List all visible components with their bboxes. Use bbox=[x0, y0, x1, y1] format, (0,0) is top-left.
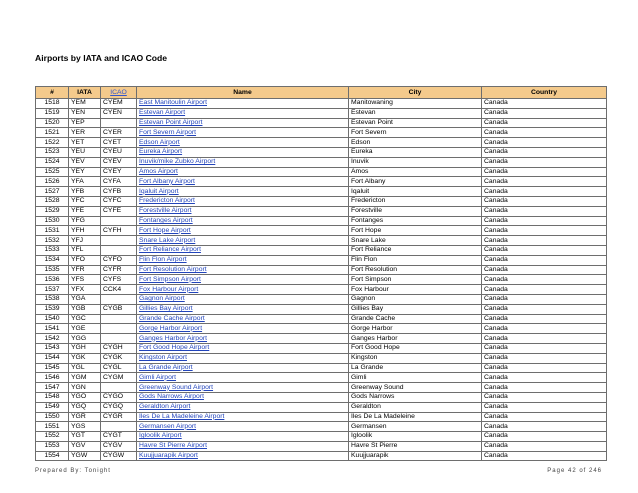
cell-number: 1538 bbox=[36, 294, 69, 304]
cell-icao: CYER bbox=[101, 128, 137, 138]
cell-iata: YGQ bbox=[69, 402, 101, 412]
cell-city: Snare Lake bbox=[349, 236, 482, 246]
cell-iata: YEV bbox=[69, 157, 101, 167]
cell-iata: YGH bbox=[69, 343, 101, 353]
cell-name[interactable]: Fort Good Hope Airport bbox=[137, 343, 349, 353]
table-row bbox=[36, 118, 607, 128]
cell-country: Canada bbox=[482, 324, 607, 334]
cell-number: 1529 bbox=[36, 206, 69, 216]
cell-number: 1544 bbox=[36, 353, 69, 363]
table-row bbox=[36, 275, 607, 285]
table-body bbox=[36, 99, 607, 461]
airports-table bbox=[35, 86, 607, 461]
cell-number: 1541 bbox=[36, 324, 69, 334]
cell-iata: YGR bbox=[69, 412, 101, 422]
cell-city: Kingston bbox=[349, 353, 482, 363]
table-row bbox=[36, 441, 607, 451]
cell-city: Fort Albany bbox=[349, 177, 482, 187]
cell-name[interactable]: Havre St Pierre Airport bbox=[137, 441, 349, 451]
cell-number: 1551 bbox=[36, 422, 69, 432]
cell-iata: YEM bbox=[69, 99, 101, 109]
cell-country: Canada bbox=[482, 128, 607, 138]
cell-name[interactable]: Gillies Bay Airport bbox=[137, 304, 349, 314]
cell-country: Canada bbox=[482, 147, 607, 157]
cell-icao: CYGR bbox=[101, 412, 137, 422]
column-header-iata: IATA bbox=[69, 87, 101, 99]
table-row bbox=[36, 451, 607, 461]
cell-name[interactable]: Gimli Airport bbox=[137, 373, 349, 383]
column-header-number: # bbox=[36, 87, 69, 99]
cell-number: 1520 bbox=[36, 118, 69, 128]
column-header-icao[interactable]: ICAO bbox=[101, 87, 137, 99]
cell-city: Eureka bbox=[349, 147, 482, 157]
cell-country: Canada bbox=[482, 265, 607, 275]
cell-city: La Grande bbox=[349, 363, 482, 373]
cell-iata: YFR bbox=[69, 265, 101, 275]
cell-name[interactable]: Estevan Airport bbox=[137, 108, 349, 118]
cell-name[interactable]: Amos Airport bbox=[137, 167, 349, 177]
cell-city: Flin Flon bbox=[349, 255, 482, 265]
table-row bbox=[36, 265, 607, 275]
cell-country: Canada bbox=[482, 138, 607, 148]
cell-number: 1545 bbox=[36, 363, 69, 373]
cell-icao bbox=[101, 216, 137, 226]
cell-name[interactable]: Forestville Airport bbox=[137, 206, 349, 216]
cell-iata: YEN bbox=[69, 108, 101, 118]
cell-number: 1554 bbox=[36, 451, 69, 461]
cell-country: Canada bbox=[482, 373, 607, 383]
cell-icao: CYEU bbox=[101, 147, 137, 157]
cell-icao bbox=[101, 118, 137, 128]
page-title: Airports by IATA and ICAO Code bbox=[35, 53, 168, 63]
cell-iata: YGB bbox=[69, 304, 101, 314]
column-header-country: Country bbox=[482, 87, 607, 99]
cell-iata: YGT bbox=[69, 432, 101, 442]
cell-name[interactable]: Gagnon Airport bbox=[137, 294, 349, 304]
cell-iata: YFE bbox=[69, 206, 101, 216]
cell-icao: CYEN bbox=[101, 108, 137, 118]
cell-city: Fox Harbour bbox=[349, 285, 482, 295]
cell-icao: CYEM bbox=[101, 99, 137, 109]
cell-city: Iles De La Madeleine bbox=[349, 412, 482, 422]
cell-iata: YFJ bbox=[69, 236, 101, 246]
cell-city: Greenway Sound bbox=[349, 383, 482, 393]
cell-city: Amos bbox=[349, 167, 482, 177]
cell-city: Gimli bbox=[349, 373, 482, 383]
cell-city: Edson bbox=[349, 138, 482, 148]
cell-number: 1533 bbox=[36, 245, 69, 255]
cell-city: Germansen bbox=[349, 422, 482, 432]
table-row bbox=[36, 422, 607, 432]
cell-country: Canada bbox=[482, 334, 607, 344]
cell-iata: YGV bbox=[69, 441, 101, 451]
cell-iata: YER bbox=[69, 128, 101, 138]
cell-iata: YEU bbox=[69, 147, 101, 157]
cell-number: 1525 bbox=[36, 167, 69, 177]
cell-city: Fontanges bbox=[349, 216, 482, 226]
cell-number: 1540 bbox=[36, 314, 69, 324]
cell-iata: YGK bbox=[69, 353, 101, 363]
table-row bbox=[36, 383, 607, 393]
cell-city: Iqaluit bbox=[349, 187, 482, 197]
cell-number: 1553 bbox=[36, 441, 69, 451]
cell-country: Canada bbox=[482, 441, 607, 451]
cell-icao bbox=[101, 294, 137, 304]
cell-number: 1534 bbox=[36, 255, 69, 265]
cell-country: Canada bbox=[482, 383, 607, 393]
table-row bbox=[36, 206, 607, 216]
cell-number: 1518 bbox=[36, 99, 69, 109]
cell-icao: CYGH bbox=[101, 343, 137, 353]
cell-iata: YGC bbox=[69, 314, 101, 324]
table-row bbox=[36, 216, 607, 226]
cell-city: Forestville bbox=[349, 206, 482, 216]
table-row bbox=[36, 187, 607, 197]
cell-city: Ganges Harbor bbox=[349, 334, 482, 344]
cell-country: Canada bbox=[482, 157, 607, 167]
cell-country: Canada bbox=[482, 196, 607, 206]
cell-number: 1552 bbox=[36, 432, 69, 442]
table-row bbox=[36, 236, 607, 246]
cell-name[interactable]: Flin Flon Airport bbox=[137, 255, 349, 265]
cell-icao: CYFE bbox=[101, 206, 137, 216]
cell-icao: CYFB bbox=[101, 187, 137, 197]
cell-country: Canada bbox=[482, 275, 607, 285]
cell-icao: CYFH bbox=[101, 226, 137, 236]
cell-name[interactable]: Fort Hope Airport bbox=[137, 226, 349, 236]
cell-number: 1542 bbox=[36, 334, 69, 344]
cell-country: Canada bbox=[482, 353, 607, 363]
cell-city: Fort Severn bbox=[349, 128, 482, 138]
cell-icao bbox=[101, 383, 137, 393]
cell-city: Gods Narrows bbox=[349, 392, 482, 402]
cell-name[interactable]: East Manitoulin Airport bbox=[137, 99, 349, 109]
table-row bbox=[36, 196, 607, 206]
table-row bbox=[36, 128, 607, 138]
cell-iata: YGA bbox=[69, 294, 101, 304]
table-row bbox=[36, 226, 607, 236]
cell-country: Canada bbox=[482, 216, 607, 226]
cell-city: Estevan Point bbox=[349, 118, 482, 128]
cell-iata: YFS bbox=[69, 275, 101, 285]
cell-number: 1522 bbox=[36, 138, 69, 148]
cell-name[interactable]: Geraldton Airport bbox=[137, 402, 349, 412]
table-row bbox=[36, 294, 607, 304]
cell-name[interactable]: Snare Lake Airport bbox=[137, 236, 349, 246]
cell-number: 1527 bbox=[36, 187, 69, 197]
cell-icao: CYGW bbox=[101, 451, 137, 461]
cell-name[interactable]: Fort Resolution Airport bbox=[137, 265, 349, 275]
cell-iata: YFL bbox=[69, 245, 101, 255]
cell-number: 1526 bbox=[36, 177, 69, 187]
column-header-city: City bbox=[349, 87, 482, 99]
cell-name[interactable]: Eureka Airport bbox=[137, 147, 349, 157]
cell-city: Manitowaning bbox=[349, 99, 482, 109]
cell-iata: YEY bbox=[69, 167, 101, 177]
cell-country: Canada bbox=[482, 451, 607, 461]
cell-country: Canada bbox=[482, 226, 607, 236]
cell-name[interactable]: Gorge Harbor Airport bbox=[137, 324, 349, 334]
cell-iata: YGE bbox=[69, 324, 101, 334]
table-row bbox=[36, 412, 607, 422]
table-row bbox=[36, 108, 607, 118]
cell-icao: CYFO bbox=[101, 255, 137, 265]
table-row bbox=[36, 167, 607, 177]
cell-country: Canada bbox=[482, 294, 607, 304]
cell-name[interactable]: La Grande Airport bbox=[137, 363, 349, 373]
table-header-row bbox=[36, 87, 607, 99]
cell-iata: YFO bbox=[69, 255, 101, 265]
cell-iata: YFG bbox=[69, 216, 101, 226]
table-row bbox=[36, 353, 607, 363]
table-row bbox=[36, 373, 607, 383]
cell-icao bbox=[101, 334, 137, 344]
cell-city: Geraldton bbox=[349, 402, 482, 412]
cell-name[interactable]: Igloolik Airport bbox=[137, 432, 349, 442]
cell-city: Fredericton bbox=[349, 196, 482, 206]
cell-number: 1543 bbox=[36, 343, 69, 353]
cell-icao: CYGM bbox=[101, 373, 137, 383]
cell-icao: CYFA bbox=[101, 177, 137, 187]
cell-icao: CYEV bbox=[101, 157, 137, 167]
cell-name[interactable]: Iles De La Madeleine Airport bbox=[137, 412, 349, 422]
footer-page-number: Page 42 of 246 bbox=[547, 468, 602, 474]
cell-number: 1548 bbox=[36, 392, 69, 402]
cell-icao: CYGO bbox=[101, 392, 137, 402]
cell-country: Canada bbox=[482, 422, 607, 432]
cell-icao: CCK4 bbox=[101, 285, 137, 295]
cell-iata: YGN bbox=[69, 383, 101, 393]
cell-country: Canada bbox=[482, 99, 607, 109]
cell-iata: YFB bbox=[69, 187, 101, 197]
table-row bbox=[36, 138, 607, 148]
cell-country: Canada bbox=[482, 177, 607, 187]
cell-iata: YGG bbox=[69, 334, 101, 344]
table-row bbox=[36, 304, 607, 314]
table-row bbox=[36, 177, 607, 187]
cell-icao bbox=[101, 314, 137, 324]
cell-city: Havre St Pierre bbox=[349, 441, 482, 451]
cell-country: Canada bbox=[482, 412, 607, 422]
cell-country: Canada bbox=[482, 402, 607, 412]
cell-country: Canada bbox=[482, 285, 607, 295]
cell-icao: CYGB bbox=[101, 304, 137, 314]
table-row bbox=[36, 147, 607, 157]
cell-city: Kuujjuarapik bbox=[349, 451, 482, 461]
table-row bbox=[36, 255, 607, 265]
cell-city: Igloolik bbox=[349, 432, 482, 442]
cell-name[interactable]: Gods Narrows Airport bbox=[137, 392, 349, 402]
cell-iata: YEP bbox=[69, 118, 101, 128]
cell-iata: YGM bbox=[69, 373, 101, 383]
cell-city: Gillies Bay bbox=[349, 304, 482, 314]
cell-country: Canada bbox=[482, 245, 607, 255]
cell-number: 1523 bbox=[36, 147, 69, 157]
cell-country: Canada bbox=[482, 236, 607, 246]
cell-country: Canada bbox=[482, 343, 607, 353]
cell-number: 1550 bbox=[36, 412, 69, 422]
cell-number: 1549 bbox=[36, 402, 69, 412]
cell-number: 1528 bbox=[36, 196, 69, 206]
table-row bbox=[36, 99, 607, 109]
footer-prepared-by: Prepared By: Tonight bbox=[35, 468, 111, 474]
cell-city: Fort Hope bbox=[349, 226, 482, 236]
cell-name[interactable]: Fredericton Airport bbox=[137, 196, 349, 206]
cell-country: Canada bbox=[482, 392, 607, 402]
cell-country: Canada bbox=[482, 187, 607, 197]
cell-name[interactable]: Fox Harbour Airport bbox=[137, 285, 349, 295]
cell-name[interactable]: Germansen Airport bbox=[137, 422, 349, 432]
cell-country: Canada bbox=[482, 206, 607, 216]
cell-city: Fort Reliance bbox=[349, 245, 482, 255]
cell-name[interactable]: Greenway Sound Airport bbox=[137, 383, 349, 393]
table-row bbox=[36, 324, 607, 334]
cell-city: Grande Cache bbox=[349, 314, 482, 324]
cell-icao bbox=[101, 245, 137, 255]
table-row bbox=[36, 343, 607, 353]
cell-iata: YET bbox=[69, 138, 101, 148]
cell-icao: CYGK bbox=[101, 353, 137, 363]
cell-iata: YGW bbox=[69, 451, 101, 461]
table-row bbox=[36, 363, 607, 373]
cell-name[interactable]: Iqaluit Airport bbox=[137, 187, 349, 197]
cell-icao: CYGQ bbox=[101, 402, 137, 412]
cell-iata: YGS bbox=[69, 422, 101, 432]
cell-icao bbox=[101, 324, 137, 334]
cell-name[interactable]: Inuvik/mike Zubko Airport bbox=[137, 157, 349, 167]
cell-icao: CYFC bbox=[101, 196, 137, 206]
cell-country: Canada bbox=[482, 432, 607, 442]
cell-name[interactable]: Estevan Point Airport bbox=[137, 118, 349, 128]
table-row bbox=[36, 334, 607, 344]
cell-city: Gagnon bbox=[349, 294, 482, 304]
table-row bbox=[36, 245, 607, 255]
cell-icao: CYFR bbox=[101, 265, 137, 275]
cell-name[interactable]: Grande Cache Airport bbox=[137, 314, 349, 324]
cell-name[interactable]: Ganges Harbor Airport bbox=[137, 334, 349, 344]
cell-country: Canada bbox=[482, 108, 607, 118]
cell-name[interactable]: Fort Simpson Airport bbox=[137, 275, 349, 285]
table-row bbox=[36, 285, 607, 295]
cell-country: Canada bbox=[482, 363, 607, 373]
cell-icao: CYGL bbox=[101, 363, 137, 373]
cell-number: 1524 bbox=[36, 157, 69, 167]
table-row bbox=[36, 402, 607, 412]
cell-city: Fort Resolution bbox=[349, 265, 482, 275]
cell-icao: CYGV bbox=[101, 441, 137, 451]
cell-icao: CYGT bbox=[101, 432, 137, 442]
cell-iata: YGL bbox=[69, 363, 101, 373]
cell-number: 1530 bbox=[36, 216, 69, 226]
cell-number: 1537 bbox=[36, 285, 69, 295]
cell-country: Canada bbox=[482, 255, 607, 265]
cell-name[interactable]: Fontanges Airport bbox=[137, 216, 349, 226]
cell-number: 1535 bbox=[36, 265, 69, 275]
cell-city: Fort Good Hope bbox=[349, 343, 482, 353]
cell-name[interactable]: Kuujjuarapik Airport bbox=[137, 451, 349, 461]
cell-iata: YFA bbox=[69, 177, 101, 187]
cell-country: Canada bbox=[482, 118, 607, 128]
cell-name[interactable]: Edson Airport bbox=[137, 138, 349, 148]
table-row bbox=[36, 157, 607, 167]
cell-name[interactable]: Fort Albany Airport bbox=[137, 177, 349, 187]
cell-country: Canada bbox=[482, 314, 607, 324]
cell-number: 1521 bbox=[36, 128, 69, 138]
cell-city: Estevan bbox=[349, 108, 482, 118]
table-row bbox=[36, 432, 607, 442]
cell-country: Canada bbox=[482, 167, 607, 177]
cell-name[interactable]: Kingston Airport bbox=[137, 353, 349, 363]
cell-icao: CYET bbox=[101, 138, 137, 148]
cell-number: 1546 bbox=[36, 373, 69, 383]
table-row bbox=[36, 314, 607, 324]
cell-icao bbox=[101, 236, 137, 246]
cell-city: Inuvik bbox=[349, 157, 482, 167]
cell-city: Fort Simpson bbox=[349, 275, 482, 285]
cell-number: 1519 bbox=[36, 108, 69, 118]
cell-number: 1532 bbox=[36, 236, 69, 246]
cell-iata: YFH bbox=[69, 226, 101, 236]
cell-icao: CYEY bbox=[101, 167, 137, 177]
cell-iata: YFC bbox=[69, 196, 101, 206]
cell-icao: CYFS bbox=[101, 275, 137, 285]
cell-icao bbox=[101, 422, 137, 432]
column-header-name: Name bbox=[137, 87, 349, 99]
cell-city: Gorge Harbor bbox=[349, 324, 482, 334]
table-row bbox=[36, 392, 607, 402]
cell-number: 1536 bbox=[36, 275, 69, 285]
cell-number: 1531 bbox=[36, 226, 69, 236]
cell-name[interactable]: Fort Severn Airport bbox=[137, 128, 349, 138]
cell-name[interactable]: Fort Reliance Airport bbox=[137, 245, 349, 255]
cell-country: Canada bbox=[482, 304, 607, 314]
cell-iata: YGO bbox=[69, 392, 101, 402]
cell-number: 1539 bbox=[36, 304, 69, 314]
cell-number: 1547 bbox=[36, 383, 69, 393]
cell-iata: YFX bbox=[69, 285, 101, 295]
